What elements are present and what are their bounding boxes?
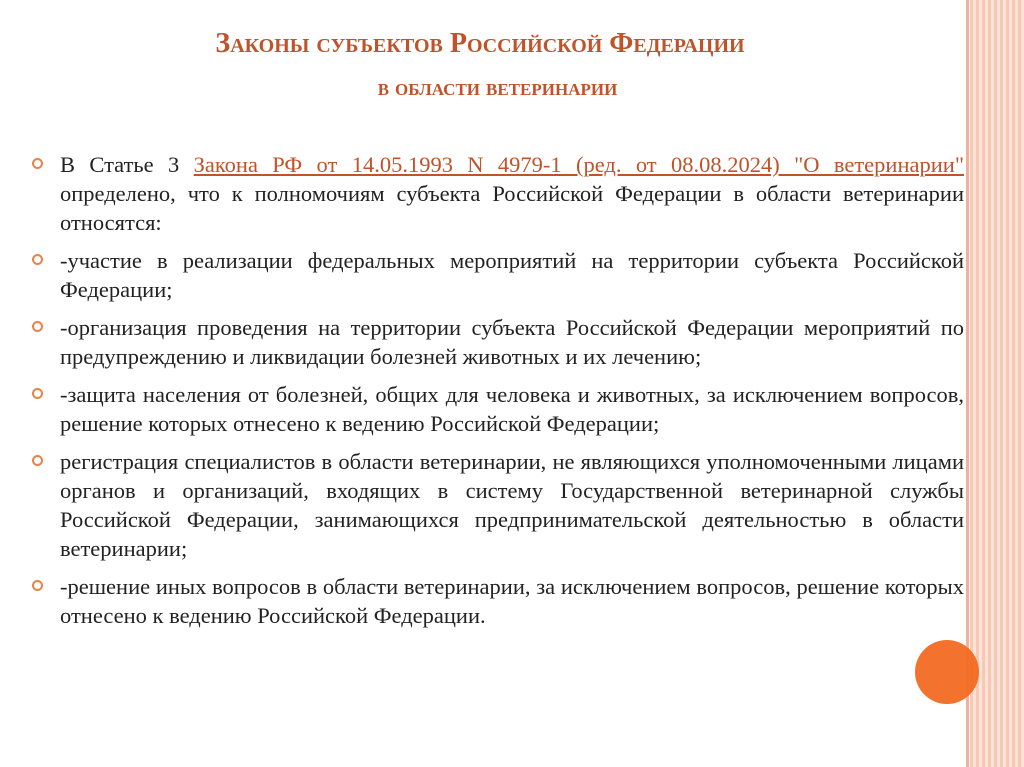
list-item [32,313,964,371]
list-item [32,380,964,438]
item-text: -решение иных вопросов в области ветеринарии, за исключением вопросов, решение которых отнесено к ведению Российской Федерации. [60,574,964,628]
item-prefix: В Статье 3 [60,152,194,177]
item-text: регистрация специалистов в области ветеринарии, не являющихся уполномоченными лицами органов и организаций, входящих в систему Государственной ветеринарной службы Российской Федерации, занимающихся предпринимательской деятельностью в области ветеринарии; [60,449,964,561]
bullet-circle-icon [32,158,43,169]
bullet-circle-icon [32,388,43,399]
bullet-circle-icon [32,580,43,591]
item-text: -участие в реализации федеральных мероприятий на территории субъекта Российской Федерации; [60,248,964,302]
bullet-list [32,150,964,639]
list-item [32,150,964,237]
title-line-2: в области ветеринарии [377,75,618,101]
bullet-circle-icon [32,455,43,466]
slide-title [100,22,880,110]
list-item [32,572,964,630]
decorative-orange-circle [915,640,979,704]
decorative-stripe [970,0,1024,767]
bullet-circle-icon [32,254,43,265]
bullet-circle-icon [32,321,43,332]
item-text: -организация проведения на территории субъекта Российской Федерации мероприятий по предупреждению и ликвидации болезней животных и их лечению; [60,315,964,369]
title-line-1: Законы субъектов Российской Федерации [215,28,745,59]
item-suffix: определено, что к полномочиям субъекта Российской Федерации в области ветеринарии относятся: [60,181,964,235]
law-link[interactable]: Закона РФ от 14.05.1993 N 4979-1 (ред. от 08.08.2024) "О ветеринарии" [193,152,965,177]
list-item [32,447,964,563]
list-item [32,246,964,304]
item-text: -защита населения от болезней, общих для человека и животных, за исключением вопросов, решение которых отнесено к ведению Российской Федерации; [60,382,964,436]
